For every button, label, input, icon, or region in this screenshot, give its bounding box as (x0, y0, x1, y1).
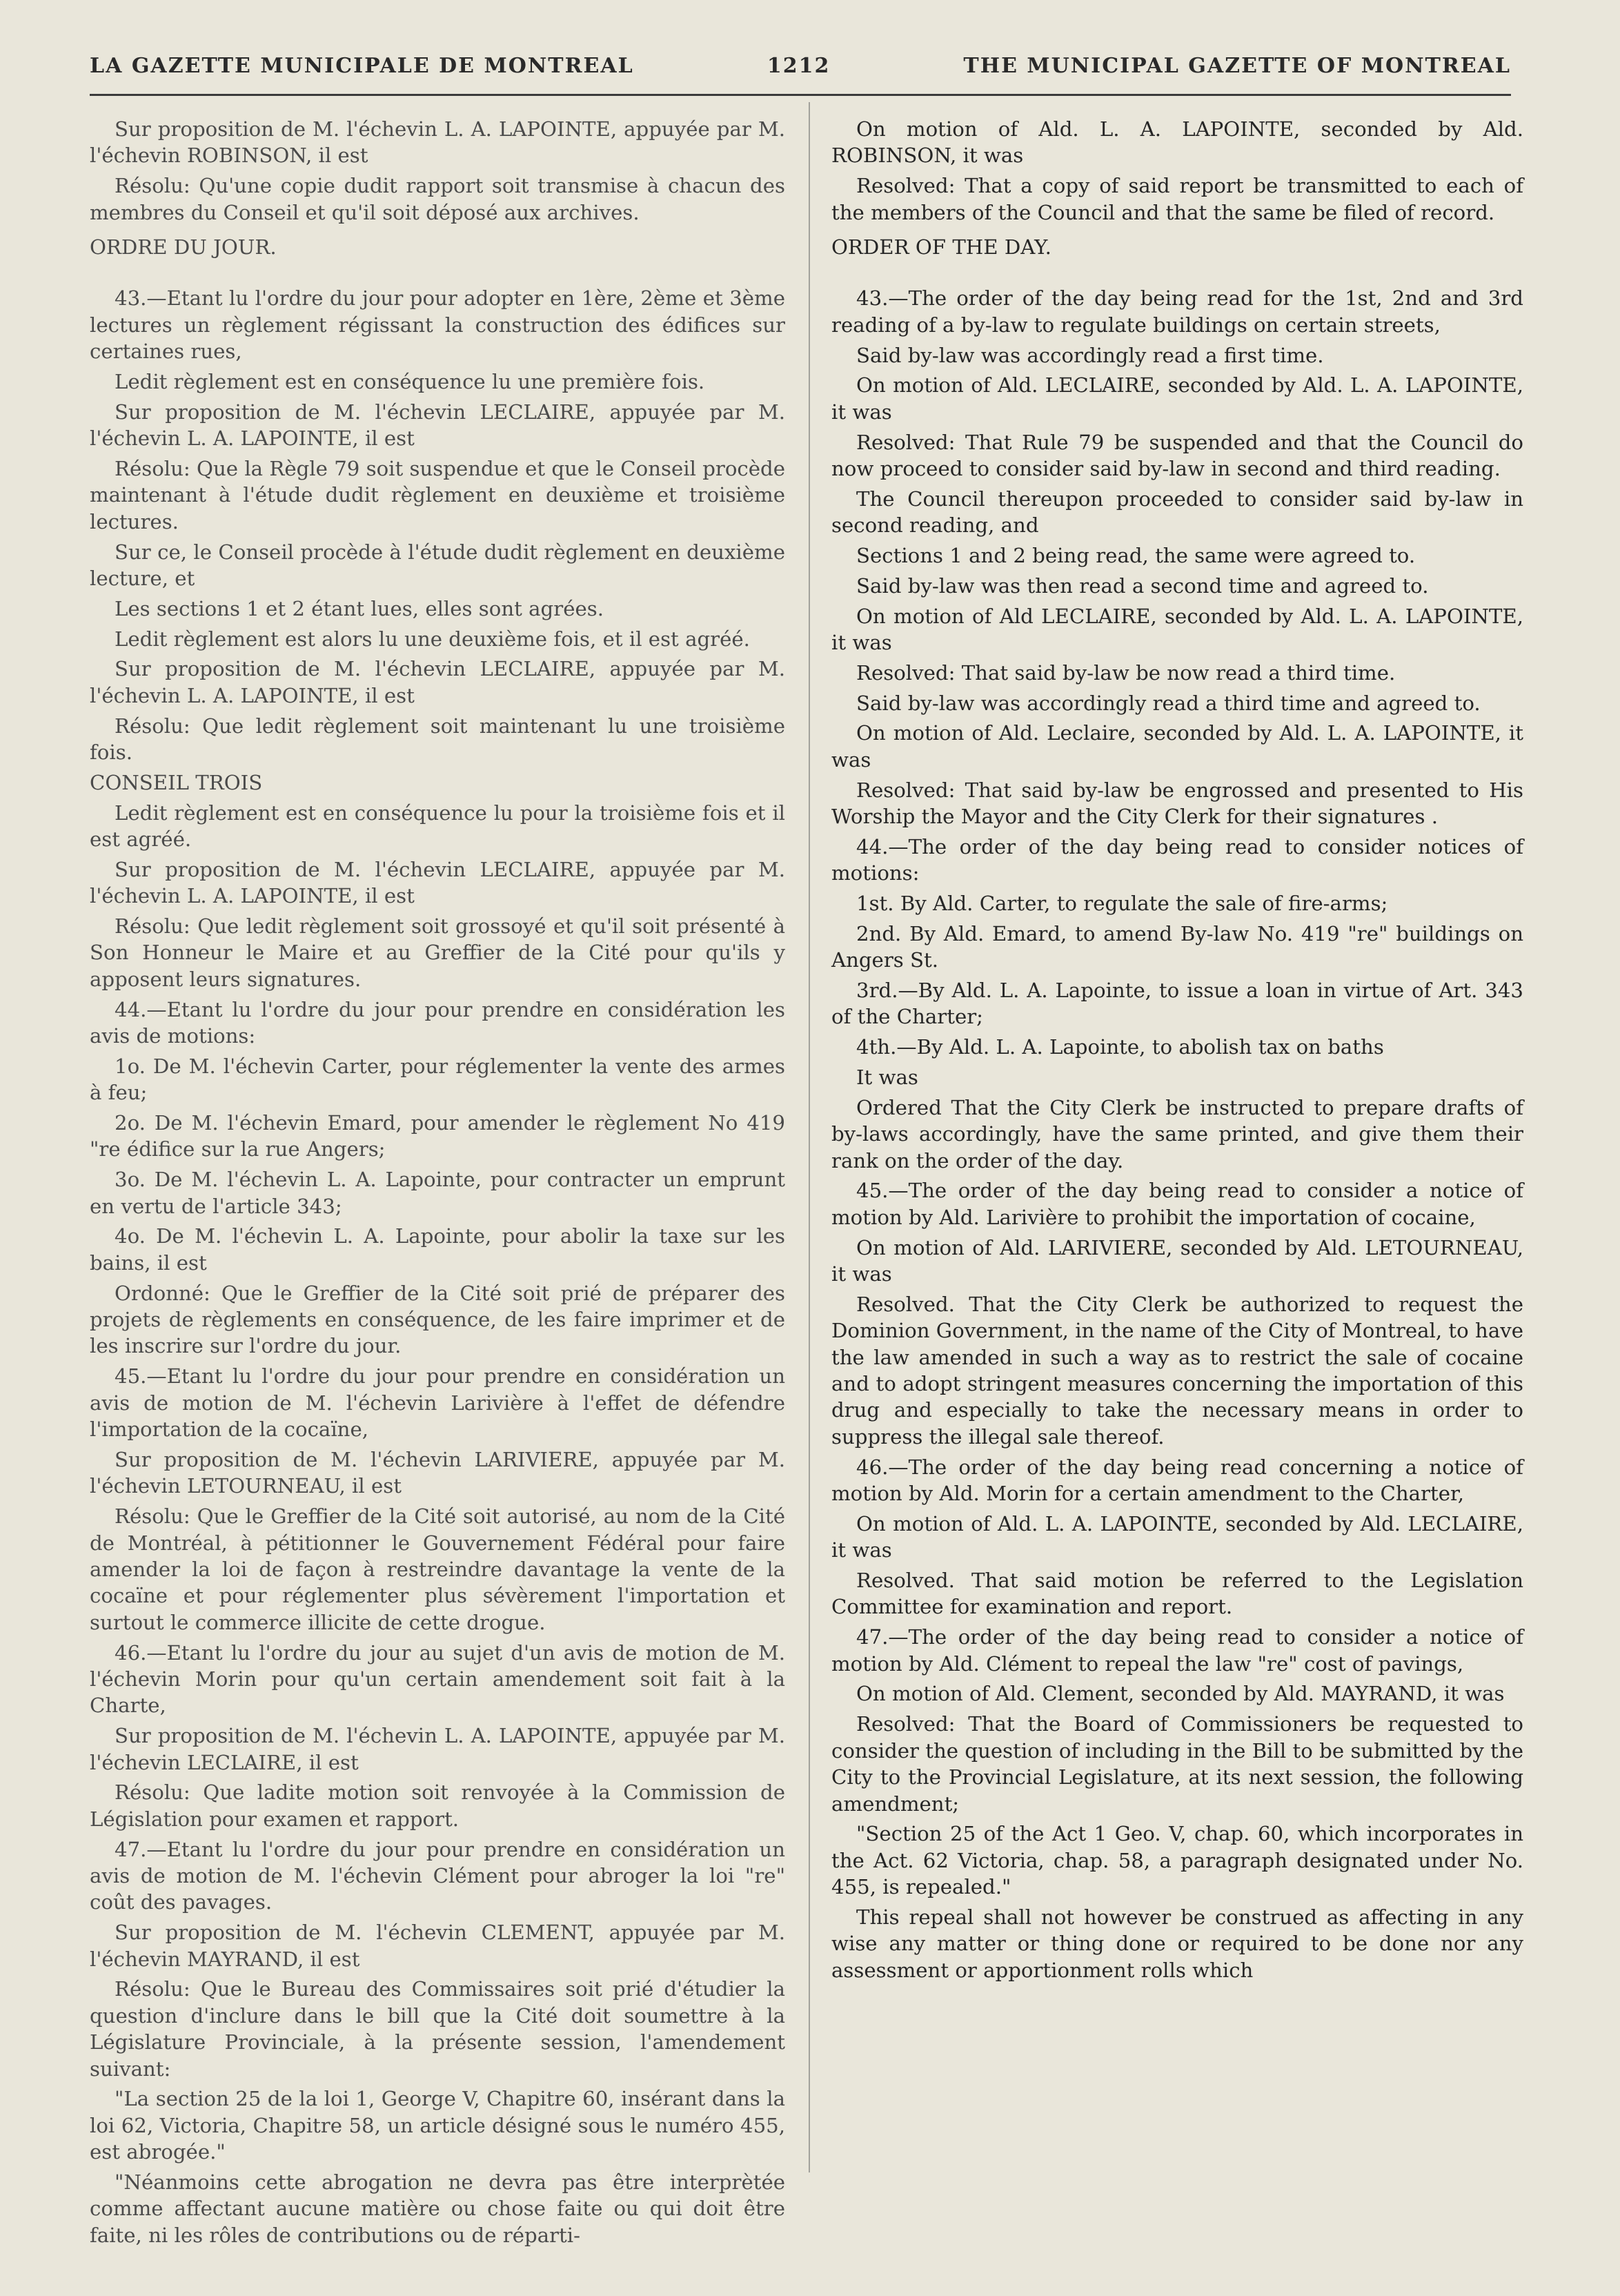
paragraph: Resolved: That the Board of Commissioners be requested to consider the question of including in the Bill to be submitted by the City to the Provincial Legislature, at its next session, the following amendment; (831, 1712, 1523, 1816)
paragraph: On motion of Ald. LARIVIERE, seconded by Ald. LETOURNEAU, it was (831, 1235, 1523, 1286)
paragraph: 1st. By Ald. Carter, to regulate the sale of fire-arms; (856, 892, 1388, 916)
paragraph: 43.—Etant lu l'ordre du jour pour adopter en 1ère, 2ème et 3ème lectures un règlement régissant la construction des édifices sur certaines rues, (90, 286, 785, 364)
paragraph: Sur proposition de M. l'échevin LARIVIERE, appuyée par M. l'échevin LETOURNEAU, il est (90, 1447, 785, 1498)
paragraph: 45.—The order of the day being read to consider a notice of motion by Ald. Larivière to prohibit the importation of cocaine, (831, 1179, 1523, 1229)
paragraph: Resolved. That the City Clerk be authorized to request the Dominion Government, in the name of the City of Montreal, to have the law amended in such a way as to restrict the sale of cocaine and to adopt stringent measures concerning the importation of this drug and especially to take the necessary means in order to suppress the illegal sale thereof. (831, 1292, 1523, 1449)
paragraph: Resolved: That said by-law be engrossed and presented to His Worship the Mayor and the City Clerk for their signatures . (831, 778, 1523, 829)
paragraph: On motion of Ald. LECLAIRE, seconded by Ald. L. A. LAPOINTE, it was (831, 373, 1523, 424)
paragraph: Résolu: Que le Bureau des Commissaires soit prié d'étudier la question d'inclure dans le bill que la Cité doit soumettre à la Législature Provinciale, à la présente session, l'amendement suivant: (90, 1977, 785, 2081)
paragraph: Sur proposition de M. l'échevin L. A. LAPOINTE, appuyée par M. l'échevin ROBINSON, il est (90, 117, 785, 168)
paragraph: Resolved. That said motion be referred to the Legislation Committee for examination and report. (831, 1569, 1523, 1619)
paragraph: Resolved: That Rule 79 be suspended and that the Council do now proceed to consider said by-law in second and third reading. (831, 430, 1523, 481)
header-rule (90, 94, 1511, 96)
paragraph: Resolved: That a copy of said report be transmitted to each of the members of the Council and that the same be filed of record. (831, 174, 1523, 224)
paragraph: On motion of Ald. Clement, seconded by Ald. MAYRAND, it was (856, 1682, 1505, 1706)
paragraph: 46.—The order of the day being read concerning a notice of motion by Ald. Morin for a certain amendment to the Charter, (831, 1455, 1523, 1506)
paragraph: On motion of Ald. L. A. LAPOINTE, seconded by Ald. ROBINSON, it was (831, 117, 1523, 168)
header-english-title: THE MUNICIPAL GAZETTE OF MONTREAL (963, 54, 1511, 78)
paragraph: "Néanmoins cette abrogation ne devra pas être interprètée comme affectant aucune matière ou chose faite ou qui doit être faite, ni les rôles de contributions ou de réparti- (90, 2170, 785, 2247)
paragraph: 43.—The order of the day being read for the 1st, 2nd and 3rd reading of a by-law to regulate buildings on certain streets, (831, 286, 1523, 337)
paragraph: Résolu: Que ladite motion soit renvoyée à la Commission de Législation pour examen et rapport. (90, 1780, 785, 1831)
paragraph: 4th.—By Ald. L. A. Lapointe, to abolish tax on baths (856, 1035, 1384, 1059)
paragraph: Résolu: Que la Règle 79 soit suspendue et que le Conseil procède maintenant à l'étude dudit règlement en deuxième et troisième lectures. (90, 457, 785, 533)
paragraph: "Section 25 of the Act 1 Geo. V, chap. 60, which incorporates in the Act. 62 Victoria, chap. 58, a paragraph designated under No. 455, is repealed." (831, 1822, 1523, 1899)
paragraph: 46.—Etant lu l'ordre du jour au sujet d'un avis de motion de M. l'échevin Morin pour qu'un certain amendement soit fait à la Charte, (90, 1640, 785, 1718)
paragraph: Said by-law was then read a second time and agreed to. (856, 573, 1429, 598)
paragraph: 47.—Etant lu l'ordre du jour pour prendre en considération un avis de motion de M. l'échevin Clément pour abroger la loi "re" coût des pavages. (90, 1837, 785, 1914)
paragraph: 2o. De M. l'échevin Emard, pour amender le règlement No 419 "re édifice sur la rue Angers; (90, 1111, 785, 1161)
section-heading: ORDRE DU JOUR. (90, 235, 277, 259)
paragraph: Sur proposition de M. l'échevin L. A. LAPOINTE, appuyée par M. l'échevin LECLAIRE, il est (90, 1724, 785, 1774)
paragraph: Ordered That the City Clerk be instructed to prepare drafts of by-laws accordingly, have the same printed, and give them their rank on the order of the day. (831, 1095, 1523, 1172)
paragraph: 44.—Etant lu l'ordre du jour pour prendre en considération les avis de motions: (90, 997, 785, 1048)
paragraph: On motion of Ald. L. A. LAPOINTE, seconded by Ald. LECLAIRE, it was (831, 1511, 1523, 1562)
paragraph: 1o. De M. l'échevin Carter, pour réglementer la vente des armes à feu; (90, 1054, 785, 1105)
paragraph: Said by-law was accordingly read a first time. (856, 343, 1324, 367)
paragraph: 47.—The order of the day being read to consider a notice of motion by Ald. Clément to repeal the law "re" cost of pavings, (831, 1625, 1523, 1676)
paragraph: 3o. De M. l'échevin L. A. Lapointe, pour contracter un emprunt en vertu de l'article 343; (90, 1168, 785, 1218)
paragraph: Résolu: Que le Greffier de la Cité soit autorisé, au nom de la Cité de Montréal, à pétitionner le Gouvernement Fédéral pour faire amender la loi de façon à restreindre davantage la vente de la cocaïne et pour réglementer plus sévèrement l'importation et surtout le commerce illicite de cette drogue. (90, 1504, 785, 1634)
english-column (831, 116, 1523, 1988)
paragraph: 4o. De M. l'échevin L. A. Lapointe, pour abolir la taxe sur les bains, il est (90, 1224, 785, 1275)
paragraph: It was (856, 1066, 918, 1090)
paragraph: Résolu: Que ledit règlement soit grossoyé et qu'il soit présenté à Son Honneur le Maire et au Greffier de la Cité pour qu'ils y apposent leurs signatures. (90, 914, 785, 991)
paragraph: 45.—Etant lu l'ordre du jour pour prendre en considération un avis de motion de M. l'échevin Larivière à l'effet de défendre l'importation de la cocaïne, (90, 1364, 785, 1442)
paragraph: Ledit règlement est en conséquence lu pour la troisième fois et il est agréé. (90, 801, 785, 852)
paragraph: On motion of Ald. Leclaire, seconded by Ald. L. A. LAPOINTE, it was (831, 721, 1523, 772)
paragraph: Resolved: That said by-law be now read a third time. (856, 660, 1396, 685)
french-column (90, 116, 785, 2253)
paragraph: 2nd. By Ald. Emard, to amend By-law No. 419 "re" buildings on Angers St. (831, 921, 1523, 972)
paragraph: Résolu: Que ledit règlement soit maintenant lu une troisième fois. (90, 714, 785, 765)
paragraph: Sur proposition de M. l'échevin LECLAIRE, appuyée par M. l'échevin L. A. LAPOINTE, il est (90, 857, 785, 908)
paragraph: Sur proposition de M. l'échevin LECLAIRE, appuyée par M. l'échevin L. A. LAPOINTE, il est (90, 657, 785, 707)
page-header (90, 54, 1511, 78)
paragraph: The Council thereupon proceeded to consider said by-law in second reading, and (831, 487, 1523, 538)
paragraph: Sur proposition de M. l'échevin LECLAIRE, appuyée par M. l'échevin L. A. LAPOINTE, il est (90, 400, 785, 451)
paragraph: Sur proposition de M. l'échevin CLEMENT, appuyée par M. l'échevin MAYRAND, il est (90, 1921, 785, 1971)
paragraph: "La section 25 de la loi 1, George V, Chapitre 60, insérant dans la loi 62, Victoria, Chapitre 58, un article désigné sous le numéro 455, est abrogée." (90, 2087, 785, 2164)
paragraph: Said by-law was accordingly read a third time and agreed to. (856, 691, 1481, 715)
paragraph: Ledit règlement est alors lu une deuxième fois, et il est agréé. (115, 627, 750, 651)
paragraph: Sections 1 and 2 being read, the same were agreed to. (856, 544, 1416, 568)
paragraph: Ledit règlement est en conséquence lu une première fois. (115, 370, 705, 394)
paragraph: 3rd.—By Ald. L. A. Lapointe, to issue a loan in virtue of Art. 343 of the Charter; (831, 979, 1523, 1029)
paragraph: Les sections 1 et 2 étant lues, elles sont agrées. (115, 596, 604, 620)
header-french-title: LA GAZETTE MUNICIPALE DE MONTREAL (90, 54, 634, 78)
section-heading: ORDER OF THE DAY. (831, 235, 1051, 259)
paragraph: Résolu: Qu'une copie dudit rapport soit transmise à chacun des membres du Conseil et qu'il soit déposé aux archives. (90, 174, 785, 224)
paragraph: On motion of Ald LECLAIRE, seconded by Ald. L. A. LAPOINTE, it was (831, 604, 1523, 655)
page-number: 1212 (767, 54, 831, 78)
column-divider (809, 102, 810, 2172)
paragraph: CONSEIL TROIS (90, 770, 263, 794)
paragraph: 44.—The order of the day being read to consider notices of motions: (831, 834, 1523, 885)
paragraph: Ordonné: Que le Greffier de la Cité soit prié de préparer des projets de règlements en conséquence, de les faire imprimer et de les inscrire sur l'ordre du jour. (90, 1281, 785, 1358)
paragraph: Sur ce, le Conseil procède à l'étude dudit règlement en deuxième lecture, et (90, 540, 785, 591)
paragraph: This repeal shall not however be construed as affecting in any wise any matter or thing done or required to be done nor any assessment or apportionment rolls which (831, 1905, 1523, 1982)
